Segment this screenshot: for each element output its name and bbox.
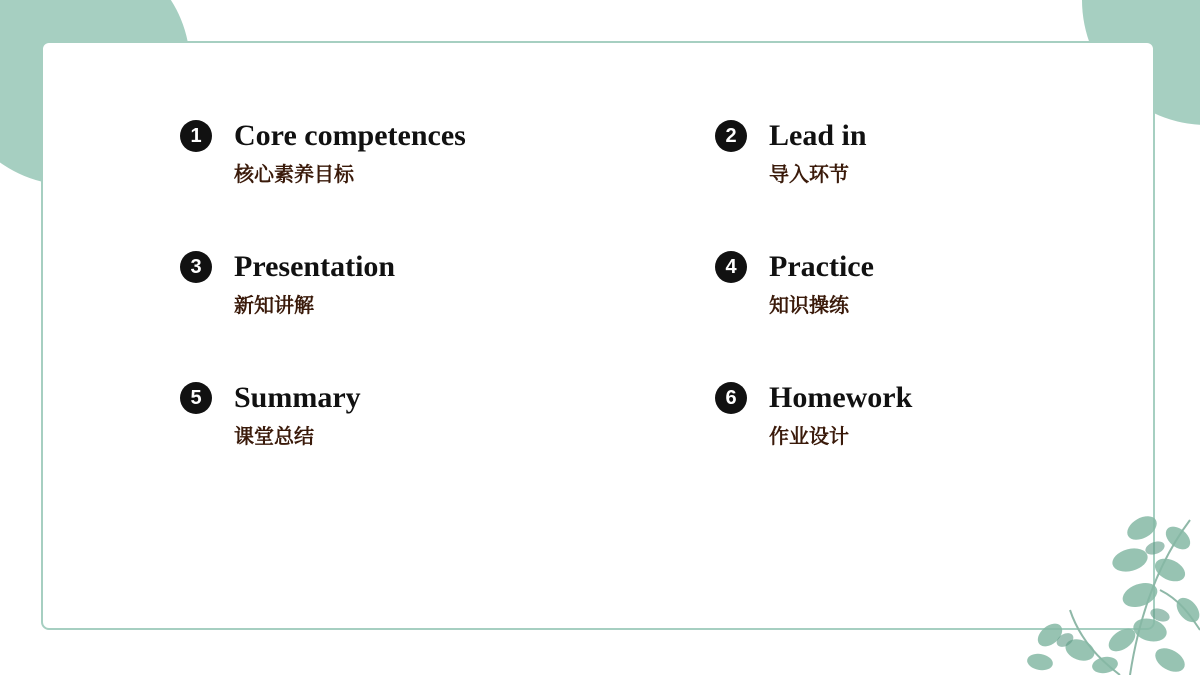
- number-badge-4: 4: [715, 251, 747, 283]
- agenda-item-subtitle: 课堂总结: [234, 424, 314, 448]
- number-badge-1: 1: [180, 120, 212, 152]
- agenda-item-presentation: [180, 249, 600, 339]
- agenda-item-subtitle: 新知讲解: [234, 293, 314, 317]
- agenda-item-lead-in: [715, 118, 1135, 208]
- agenda-item-subtitle: 知识操练: [769, 293, 849, 317]
- eucalyptus-leaves-illustration: [1010, 500, 1200, 675]
- agenda-item-title: Practice: [769, 250, 874, 283]
- agenda-item-summary: [180, 380, 600, 470]
- agenda-item-title: Lead in: [769, 119, 867, 152]
- agenda-item-practice: [715, 249, 1135, 339]
- agenda-item-subtitle: 导入环节: [769, 162, 849, 186]
- agenda-item-title: Homework: [769, 381, 913, 414]
- agenda-item-subtitle: 核心素养目标: [234, 162, 354, 186]
- number-badge-5: 5: [180, 382, 212, 414]
- agenda-item-title: Core competences: [234, 119, 466, 152]
- number-badge-6: 6: [715, 382, 747, 414]
- number-badge-3: 3: [180, 251, 212, 283]
- agenda-item-core-competences: [180, 118, 600, 208]
- agenda-item-homework: [715, 380, 1135, 470]
- number-badge-2: 2: [715, 120, 747, 152]
- agenda-item-title: Presentation: [234, 250, 396, 283]
- agenda-item-title: Summary: [234, 381, 361, 414]
- agenda-item-subtitle: 作业设计: [769, 424, 849, 448]
